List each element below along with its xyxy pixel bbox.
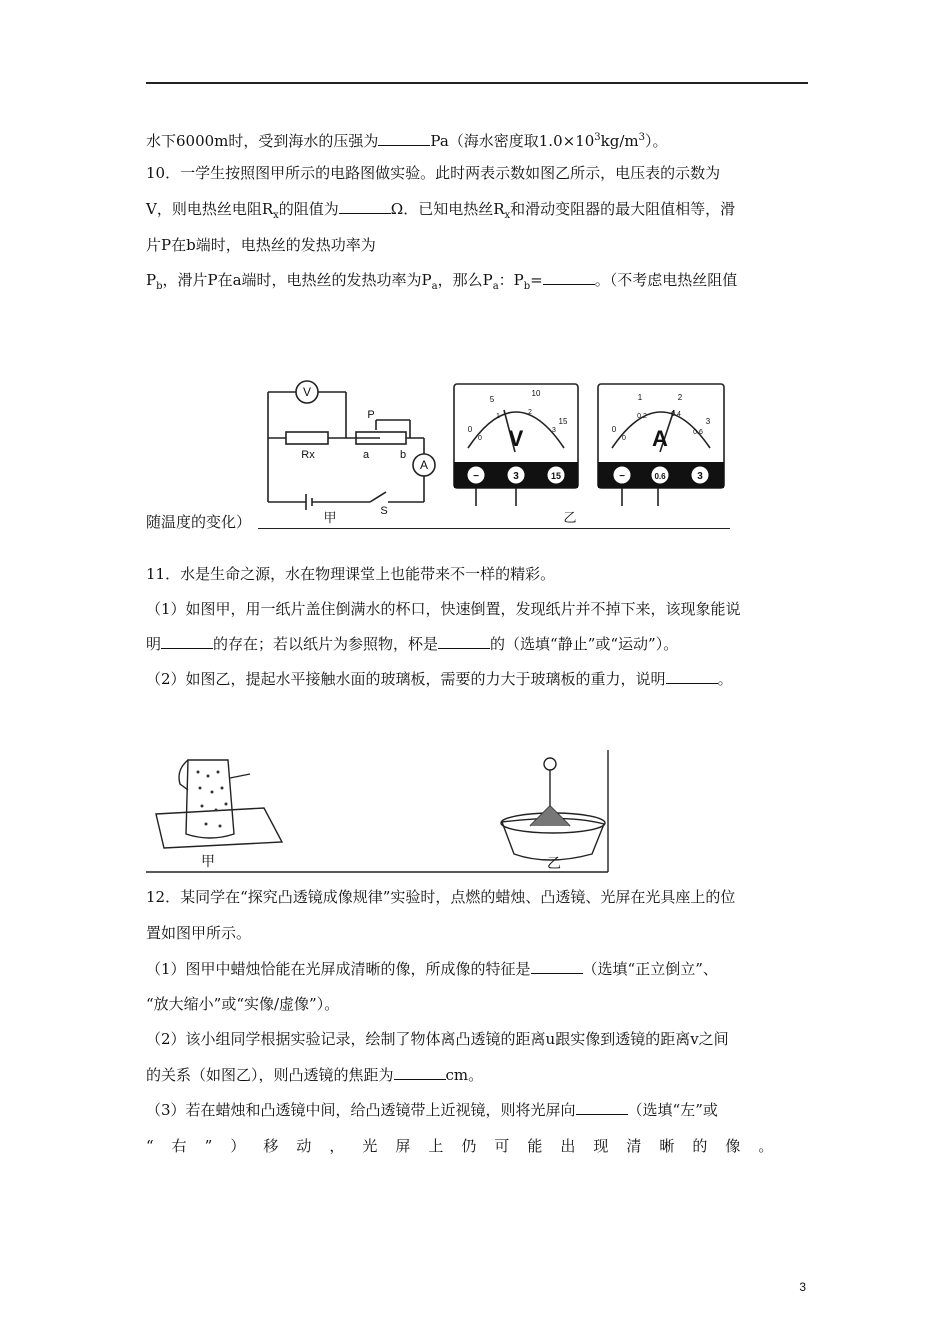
answer-blank[interactable] bbox=[666, 669, 718, 684]
svg-text:−: − bbox=[473, 471, 479, 482]
q11-line-3: 明 的存在；若以纸片为参照物，杯是 的（选填“静止”或“运动”）。 bbox=[146, 635, 679, 653]
q10-line-1: 10．一学生按照图甲所示的电路图做实验。此时两表示数如图乙所示，电压表的示数为 bbox=[146, 164, 721, 182]
answer-blank[interactable] bbox=[576, 1100, 628, 1115]
q12-line-3: （1）图甲中蜡烛恰能在光屏成清晰的像，所成像的特征是 （选填“正立倒立”、 bbox=[146, 960, 718, 978]
q10-figure bbox=[258, 380, 733, 530]
svg-text:5: 5 bbox=[489, 395, 495, 404]
svg-text:0: 0 bbox=[622, 435, 626, 442]
svg-text:V: V bbox=[508, 426, 524, 451]
voltmeter-symbol: V bbox=[302, 385, 312, 399]
svg-text:0.6: 0.6 bbox=[654, 472, 666, 481]
svg-text:3: 3 bbox=[552, 427, 556, 434]
svg-text:0: 0 bbox=[611, 425, 617, 434]
svg-text:15: 15 bbox=[558, 417, 568, 426]
svg-text:P: P bbox=[367, 409, 375, 421]
q10-line-2: V，则电热丝电阻$R_x$的阻值为 Ω．已知电热丝$R_x$和滑动变阻器的最大阻值相等，滑 bbox=[146, 200, 736, 221]
q12-line-4: “放大缩小”或“实像/虚像”）。 bbox=[146, 995, 340, 1013]
q11-line-4: （2）如图乙，提起水平接触水面的玻璃板，需要的力大于玻璃板的重力，说明 。 bbox=[146, 670, 733, 688]
q9-tail-line: 水下6000m时，受到海水的压强为 Pa（海水密度取$1.0\times 10^3kg/m^3$）。 bbox=[146, 132, 668, 150]
q12-line-8: “右”）移动，光屏上仍可能出现清晰的像。 bbox=[146, 1137, 792, 1155]
answer-blank[interactable] bbox=[394, 1065, 446, 1080]
svg-text:0.2: 0.2 bbox=[637, 413, 647, 420]
svg-text:乙: 乙 bbox=[563, 510, 577, 525]
answer-blank[interactable] bbox=[339, 199, 391, 214]
svg-text:2: 2 bbox=[528, 409, 532, 416]
svg-text:1: 1 bbox=[496, 413, 500, 420]
svg-text:A: A bbox=[652, 426, 668, 451]
svg-text:2: 2 bbox=[677, 393, 683, 402]
q12-line-5: （2）该小组同学根据实验记录，绘制了物体离凸透镜的距离u跟实像到透镜的距离v之间 bbox=[146, 1030, 729, 1048]
svg-text:15: 15 bbox=[550, 471, 562, 481]
svg-text:甲: 甲 bbox=[201, 853, 215, 869]
svg-text:10: 10 bbox=[531, 389, 541, 398]
q11-line-2: （1）如图甲，用一纸片盖住倒满水的杯口，快速倒置，发现纸片并不掉下来，该现象能说 bbox=[146, 600, 741, 618]
svg-text:3: 3 bbox=[513, 471, 519, 482]
q10-line-5: 随温度的变化） bbox=[146, 513, 252, 531]
header-rule bbox=[146, 82, 808, 84]
q10-line-3: 片P在b端时，电热丝的发热功率为 bbox=[146, 236, 376, 254]
svg-text:0: 0 bbox=[467, 425, 473, 434]
svg-text:0.6: 0.6 bbox=[693, 429, 703, 436]
answer-blank[interactable] bbox=[543, 270, 595, 285]
answer-blank[interactable] bbox=[161, 634, 213, 649]
svg-text:−: − bbox=[619, 471, 625, 482]
q12-line-7: （3）若在蜡烛和凸透镜中间，给凸透镜带上近视镜，则将光屏向 （选填“左”或 bbox=[146, 1101, 718, 1119]
svg-text:3: 3 bbox=[705, 417, 711, 426]
answer-blank[interactable] bbox=[378, 131, 430, 146]
svg-text:0.4: 0.4 bbox=[671, 411, 681, 418]
page-number: 3 bbox=[799, 1280, 806, 1294]
svg-text:S: S bbox=[380, 505, 388, 517]
q11-figure bbox=[146, 750, 611, 875]
q12-line-2: 置如图甲所示。 bbox=[146, 924, 252, 942]
svg-text:b: b bbox=[399, 449, 407, 461]
q10-line-4: $P_b$，滑片P在a端时，电热丝的发热功率为$P_a$，那么$P_a$：$P_b=$ 。（不考虑电热丝阻值 bbox=[146, 271, 738, 292]
svg-text:3: 3 bbox=[697, 471, 703, 482]
svg-text:甲: 甲 bbox=[323, 510, 337, 525]
q12-line-6: 的关系（如图乙），则凸透镜的焦距为 cm。 bbox=[146, 1066, 484, 1084]
svg-text:0: 0 bbox=[478, 435, 482, 442]
svg-text:1: 1 bbox=[637, 393, 643, 402]
svg-text:乙: 乙 bbox=[547, 855, 561, 871]
svg-text:Rx: Rx bbox=[301, 449, 315, 461]
q12-line-1: 12．某同学在“探究凸透镜成像规律”实验时，点燃的蜡烛、凸透镜、光屏在光具座上的位 bbox=[146, 888, 736, 906]
q11-line-1: 11．水是生命之源，水在物理课堂上也能带来不一样的精彩。 bbox=[146, 565, 556, 583]
answer-blank[interactable] bbox=[531, 959, 583, 974]
ammeter-symbol: A bbox=[419, 458, 429, 472]
figure-baseline bbox=[258, 528, 730, 529]
svg-text:a: a bbox=[362, 449, 370, 461]
answer-blank[interactable] bbox=[438, 634, 490, 649]
